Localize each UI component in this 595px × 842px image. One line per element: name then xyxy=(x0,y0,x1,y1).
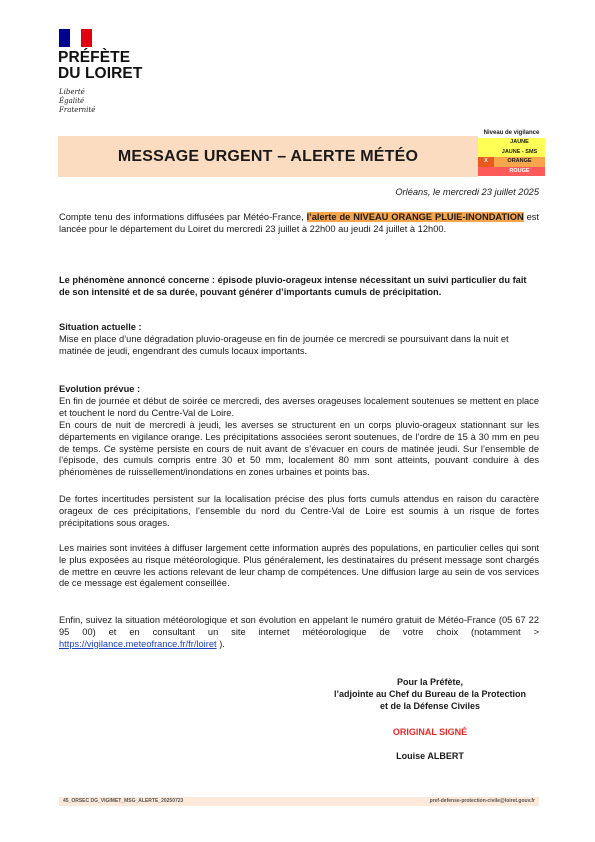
footer-email: pref-defense-protection-civile@loiret.gouv.fr xyxy=(429,798,535,804)
banner-title: MESSAGE URGENT – ALERTE MÉTÉO xyxy=(117,148,419,165)
vigilance-label: ORANGE xyxy=(507,158,532,164)
intro-text-end: est lancée pour le département du Loiret du mercredi 23 juillet à 22h00 au jeudi 24 juillet à 12h00. xyxy=(59,212,539,234)
vigilance-row xyxy=(478,148,545,158)
footer-bar xyxy=(59,797,539,806)
date-line: Orléans, le mercredi 23 juillet 2025 xyxy=(395,187,539,197)
vigilance-label: ROUGE xyxy=(509,167,530,174)
motto-egalite: Égalité xyxy=(59,97,85,105)
motto-liberte: Liberté xyxy=(59,88,85,96)
follow-text: Enfin, suivez la situation météorologique et son évolution en appelant le numéro gratuit de Météo-France (05 67 22 95 00) et en consultant un site internet météorologique de votre choix (notamment > xyxy=(59,615,539,637)
evolution-title: Evolution prévue : xyxy=(59,384,141,394)
vigilance-row xyxy=(478,138,545,148)
vigilance-table xyxy=(478,129,545,176)
vigilance-label: JAUNE xyxy=(510,139,529,145)
signature-line-3: et de la Défense Civiles xyxy=(379,701,481,711)
signatory-name: Louise ALBERT xyxy=(396,751,464,761)
signature-line-1: Pour la Préfète, xyxy=(396,677,464,687)
motto-fraternite: Fraternité xyxy=(59,106,96,114)
mayors-paragraph: Les mairies sont invitées à diffuser largement cette information auprès des populations, en particulier celles qui sont le plus exposées au risque météorologique. Plus généralement, les destinataires du présent message sont chargés de mettre en œuvre les actions relevant de leur champ de compétences. Une diffusion large au sein de vos services de ce message est également conseillée. xyxy=(59,543,539,589)
original-signed: ORIGINAL SIGNÉ xyxy=(392,727,468,737)
alert-banner xyxy=(58,136,478,177)
marianne-flag-icon xyxy=(59,29,92,47)
vigilance-mark xyxy=(478,138,494,148)
alert-level-highlight: l’alerte de NIVEAU ORANGE PLUIE-INONDATION xyxy=(306,212,524,222)
intro-paragraph xyxy=(59,212,539,236)
vigilance-label: JAUNE - SMS xyxy=(501,148,538,155)
logo-line-2: DU LOIRET xyxy=(58,65,143,82)
signature-block xyxy=(300,676,560,712)
vigilance-title: Niveau de vigilance xyxy=(478,129,545,138)
signature-line-2: l’adjointe au Chef du Bureau de la Protection xyxy=(333,689,527,699)
logo-line-1: PRÉFÈTE xyxy=(58,49,131,66)
evolution-paragraph: De fortes incertitudes persistent sur la localisation précise des plus forts cumuls attendus en raison du caractère orageux de ces précipitations, l’ensemble du nord du Centre-Val de Loire est soumis à un risque de fortes précipitations sous orages. xyxy=(59,494,539,528)
follow-text-end: ). xyxy=(216,638,225,649)
vigilance-row xyxy=(478,167,545,177)
motto xyxy=(59,88,95,115)
vigilance-mark xyxy=(478,148,494,158)
evolution-paragraph: En fin de journée et début de soirée ce mercredi, des averses orageuses localement soutenues se mettent en place et touchent le nord du Centre-Val de Loire. xyxy=(59,396,539,418)
intro-text: Compte tenu des informations diffusées par Météo-France, xyxy=(59,212,307,222)
meteofrance-link[interactable]: https://vigilance.meteofrance.fr/fr/loiret xyxy=(59,638,217,649)
evolution-paragraph: En cours de nuit de mercredi à jeudi, les averses se structurent en un corps pluvio-orageux stationnant sur les départements en vigilance orange. Les précipitations associées seront soutenues, de l’ordre de 15 à 30 mm en peu de temps. Ce système persiste en cours de nuit avant de s’évacuer en cours de matinée jeudi. Sur l’ensemble de l’épisode, des cumuls compris entre 30 et 50 mm, localement 80 mm sont atteints, pouvant conduire à des phénomènes de ruissellement/inondations en zones urbaines et points bas. xyxy=(59,420,539,478)
vigilance-mark: X xyxy=(478,157,494,167)
vigilance-mark xyxy=(478,167,494,177)
follow-paragraph xyxy=(59,615,539,650)
prefecture-logo xyxy=(58,50,142,82)
phenomenon-paragraph: Le phénomène annoncé concerne : épisode pluvio-orageux intense nécessitant un suivi particulier du fait de son intensité et de sa durée, pouvant générer d’importants cumuls de précipitation. xyxy=(59,275,527,297)
situation-text: Mise en place d’une dégradation pluvio-orageuse en fin de journée ce mercredi se poursuivant dans la nuit et matinée de jeudi, engendrant des cumuls locaux importants. xyxy=(59,334,509,356)
vigilance-row xyxy=(478,157,545,167)
footer-reference: 45_ORSEC DG_VIGIMET_MSG_ALERTE_20250723 xyxy=(63,798,184,804)
situation-title: Situation actuelle : xyxy=(59,322,142,332)
